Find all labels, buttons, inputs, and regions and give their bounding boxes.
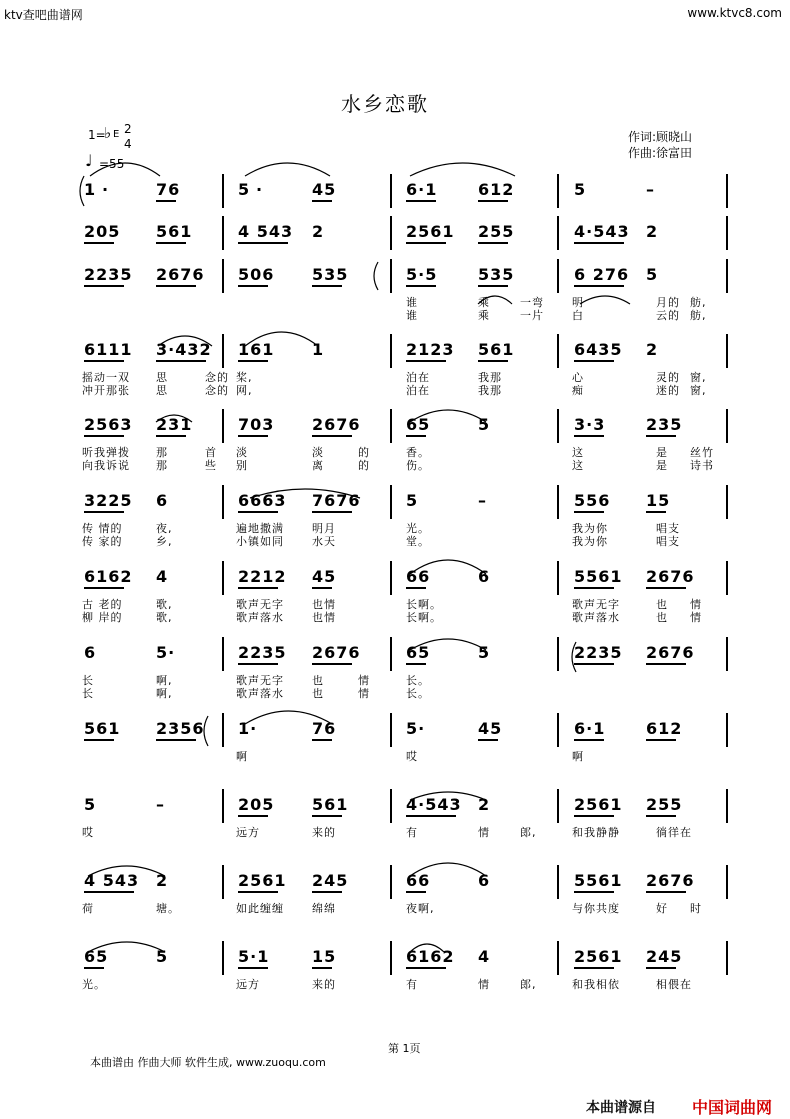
slur-mark	[158, 336, 212, 346]
lyric-syllable: 长。	[406, 687, 430, 700]
beamed-note-group: 15	[312, 947, 337, 966]
lyric-syllable: 歌声无字	[572, 598, 620, 611]
lyric-syllable: 泊在	[406, 371, 430, 384]
lyric-syllable: 淡	[312, 446, 324, 459]
beamed-note-group: 3·432	[156, 340, 212, 359]
lyric-syllable: 情	[358, 687, 370, 700]
lyric-syllable: 谁	[406, 296, 418, 309]
note: 6	[84, 643, 97, 662]
lyric-syllable: 乘	[478, 296, 490, 309]
beamed-note-group: 2563	[84, 415, 133, 434]
lyric-syllable: 网,	[236, 384, 253, 397]
lyric-syllable: 舫,	[690, 296, 707, 309]
lyric-syllable: 长	[82, 674, 94, 687]
beamed-note-group: 6·1	[406, 180, 438, 199]
song-title: 水乡恋歌	[341, 92, 429, 116]
lyric-syllable: 远方	[236, 978, 260, 991]
lyric-syllable: 离	[312, 459, 324, 472]
beamed-note-group: 6162	[406, 947, 455, 966]
watermark-right: www.ktvc8.com	[687, 6, 782, 20]
beamed-note-group: 65	[406, 643, 431, 662]
beamed-note-group: 2356	[156, 719, 205, 738]
lyric-syllable: 长。	[406, 674, 430, 687]
lyric-syllable: 也	[656, 611, 668, 624]
lyric-syllable: 相偎在	[656, 978, 692, 991]
beamed-note-group: 5561	[574, 567, 623, 586]
slur-mark	[478, 296, 512, 304]
lyric-syllable: 郎,	[520, 826, 537, 839]
beamed-note-group: 76	[312, 719, 337, 738]
lyric-syllable: 来的	[312, 978, 336, 991]
lyric-syllable: 向我诉说	[82, 459, 130, 472]
beamed-note-group: 2676	[312, 643, 361, 662]
lyric-syllable: 也	[312, 674, 324, 687]
beamed-note-group: 612	[478, 180, 515, 199]
lyric-syllable: 是	[656, 459, 668, 472]
beamed-note-group: 2676	[646, 871, 695, 890]
beamed-note-group: 612	[646, 719, 683, 738]
note: 1	[312, 340, 325, 359]
lyric-syllable: 些	[205, 459, 217, 472]
beamed-note-group: 3225	[84, 491, 133, 510]
generator-note: 本曲谱由 作曲大师 软件生成, www.zuoqu.com	[90, 1056, 326, 1069]
beamed-note-group: 5·5	[406, 265, 438, 284]
lyric-syllable: 也	[312, 687, 324, 700]
lyric-syllable: 堂。	[406, 535, 430, 548]
lyric-syllable: 也	[656, 598, 668, 611]
beamed-note-group: 4·543	[574, 222, 630, 241]
beamed-note-group: 6 276	[574, 265, 630, 284]
beamed-note-group: 6·1	[574, 719, 606, 738]
note: 4	[478, 947, 491, 966]
beamed-note-group: 245	[646, 947, 683, 966]
slur-mark	[410, 163, 515, 176]
lyric-syllable: 哎	[406, 750, 418, 763]
beamed-note-group: 4 543	[238, 222, 294, 241]
note: 5	[156, 947, 169, 966]
beamed-note-group: 535	[312, 265, 349, 284]
beamed-note-group: 2561	[574, 795, 623, 814]
lyric-syllable: 情	[478, 978, 490, 991]
lyric-syllable: 古 老的	[82, 598, 123, 611]
beamed-note-group: 4 543	[84, 871, 140, 890]
lyric-syllable: 远方	[236, 826, 260, 839]
slur-mark	[245, 163, 330, 176]
lyric-syllable: 歌声落水	[236, 687, 284, 700]
beamed-note-group: 561	[84, 719, 121, 738]
beamed-note-group: 65	[406, 415, 431, 434]
note: –	[478, 491, 487, 510]
lyric-syllable: 谁	[406, 309, 418, 322]
note: 5	[406, 491, 419, 510]
beamed-note-group: 231	[156, 415, 193, 434]
lyric-syllable: 冲开那张	[82, 384, 130, 397]
brand-site-name[interactable]: 中国词曲网	[692, 1098, 773, 1117]
lyric-syllable: 念的	[205, 371, 229, 384]
flat-sign: ♭	[104, 124, 112, 142]
beamed-note-group: 2561	[406, 222, 455, 241]
slur-mark	[250, 489, 360, 498]
slur-mark	[88, 942, 165, 952]
lyric-syllable: 首	[205, 446, 217, 459]
slur-mark	[410, 863, 486, 876]
note: 5	[478, 643, 491, 662]
key-letter: E	[113, 129, 120, 140]
beamed-note-group: 245	[312, 871, 349, 890]
beamed-note-group: 561	[478, 340, 515, 359]
lyric-syllable: 窗,	[690, 371, 707, 384]
slur-mark	[580, 296, 630, 304]
note: –	[156, 795, 165, 814]
lyric-syllable: 一弯	[520, 296, 544, 309]
lyric-syllable: 思	[156, 371, 168, 384]
beamed-note-group: 5561	[574, 871, 623, 890]
note: 2	[646, 340, 659, 359]
lyric-syllable: 与你共度	[572, 902, 620, 915]
lyric-syllable: 唱支	[656, 522, 680, 535]
beamed-note-group: 6663	[238, 491, 287, 510]
lyric-syllable: 歌,	[156, 598, 173, 611]
beamed-note-group: 506	[238, 265, 275, 284]
lyric-syllable: 淡	[236, 446, 248, 459]
lyric-syllable: 如此缠缠	[236, 902, 284, 915]
time-top: 2	[124, 122, 132, 136]
beamed-note-group: 2561	[574, 947, 623, 966]
beamed-note-group: 45	[312, 180, 337, 199]
note: 5	[478, 415, 491, 434]
lyric-syllable: 舫,	[690, 309, 707, 322]
lyric-syllable: 我为你	[572, 522, 608, 535]
note: 5	[574, 180, 587, 199]
note: ·	[102, 180, 110, 199]
note: 5	[238, 180, 251, 199]
lyric-syllable: 摇动一双	[82, 371, 130, 384]
lyric-syllable: 我为你	[572, 535, 608, 548]
lyric-syllable: 情	[358, 674, 370, 687]
lyric-syllable: 歌声落水	[572, 611, 620, 624]
note: 2	[312, 222, 325, 241]
lyric-syllable: 歌声无字	[236, 598, 284, 611]
page-number: 第 1页	[388, 1042, 421, 1055]
slur-mark	[410, 560, 486, 574]
beamed-note-group: 45	[478, 719, 503, 738]
lyric-syllable: 柳 岸的	[82, 611, 123, 624]
repeat-bracket	[80, 176, 84, 206]
note: 6	[478, 871, 491, 890]
lyric-syllable: 绵绵	[312, 902, 336, 915]
beamed-note-group: 66	[406, 567, 431, 586]
lyric-syllable: 香。	[406, 446, 430, 459]
lyric-syllable: 夜啊,	[406, 902, 435, 915]
beamed-note-group: 2561	[238, 871, 287, 890]
beamed-note-group: 535	[478, 265, 515, 284]
lyric-syllable: 泊在	[406, 384, 430, 397]
lyric-syllable: 郎,	[520, 978, 537, 991]
lyric-syllable: 来的	[312, 826, 336, 839]
lyric-syllable: 光。	[406, 522, 430, 535]
lyric-syllable: 心	[572, 371, 584, 384]
lyric-syllable: 徜徉在	[656, 826, 692, 839]
lyric-syllable: 伤。	[406, 459, 430, 472]
beamed-note-group: 6162	[84, 567, 133, 586]
beamed-note-group: 15	[646, 491, 671, 510]
lyric-syllable: 歌,	[156, 611, 173, 624]
lyric-syllable: 云的	[656, 309, 680, 322]
lyric-syllable: 别	[236, 459, 248, 472]
beamed-note-group: 235	[646, 415, 683, 434]
beamed-note-group: 2676	[646, 643, 695, 662]
beamed-note-group: 65	[84, 947, 109, 966]
beamed-note-group: 703	[238, 415, 275, 434]
lyric-syllable: 痴	[572, 384, 584, 397]
slur-mark	[410, 410, 486, 422]
lyric-syllable: 长啊。	[406, 598, 442, 611]
beamed-note-group: 2235	[574, 643, 623, 662]
lyric-syllable: 和我静静	[572, 826, 620, 839]
beamed-note-group: 45	[312, 567, 337, 586]
beamed-note-group: 2212	[238, 567, 287, 586]
lyric-syllable: 是	[656, 446, 668, 459]
note: 4	[156, 567, 169, 586]
lyric-syllable: 荷	[82, 902, 94, 915]
lyric-syllable: 我那	[478, 371, 502, 384]
lyric-syllable: 遍地撒满	[236, 522, 284, 535]
note: 1	[84, 180, 97, 199]
note: 1·	[238, 719, 258, 738]
lyric-syllable: 光。	[82, 978, 106, 991]
key-prefix: 1=	[88, 128, 106, 142]
lyric-syllable: 这	[572, 446, 584, 459]
beamed-note-group: 7676	[312, 491, 361, 510]
lyric-syllable: 传 情的	[82, 522, 123, 535]
beamed-note-group: 5·1	[238, 947, 270, 966]
note: –	[646, 180, 655, 199]
lyric-syllable: 也情	[312, 598, 336, 611]
tempo-value: =55	[99, 157, 125, 171]
note: 5	[84, 795, 97, 814]
slur-mark	[90, 163, 160, 176]
beamed-note-group: 6111	[84, 340, 133, 359]
lyric-syllable: 长啊。	[406, 611, 442, 624]
watermark-left: ktv查吧曲谱网	[4, 8, 83, 22]
lyric-syllable: 我那	[478, 384, 502, 397]
lyric-syllable: 有	[406, 826, 418, 839]
lyric-syllable: 明	[572, 296, 584, 309]
lyric-syllable: 长	[82, 687, 94, 700]
lyric-syllable: 一片	[520, 309, 544, 322]
lyric-syllable: 情	[690, 598, 702, 611]
lyric-syllable: 歌声无字	[236, 674, 284, 687]
lyric-syllable: 水天	[312, 535, 336, 548]
repeat-bracket	[572, 642, 576, 672]
lyric-syllable: 歌声落水	[236, 611, 284, 624]
note: 5·	[406, 719, 426, 738]
composer: 作曲:徐富田	[628, 146, 693, 160]
beamed-note-group: 205	[84, 222, 121, 241]
note: 2	[156, 871, 169, 890]
beamed-note-group: 2235	[84, 265, 133, 284]
beamed-note-group: 4·543	[406, 795, 462, 814]
lyric-syllable: 塘。	[156, 902, 180, 915]
beamed-note-group: 161	[238, 340, 275, 359]
slur-mark	[410, 944, 444, 952]
lyric-syllable: 那	[156, 446, 168, 459]
repeat-bracket	[204, 716, 208, 746]
note: 6	[156, 491, 169, 510]
lyric-syllable: 诗书	[690, 459, 714, 472]
lyric-syllable: 月的	[656, 296, 680, 309]
lyric-syllable: 的	[358, 459, 370, 472]
repeat-bracket	[374, 262, 378, 290]
lyric-syllable: 桨,	[236, 371, 253, 384]
lyric-syllable: 好	[656, 902, 668, 915]
lyric-syllable: 乡,	[156, 535, 173, 548]
lyric-syllable: 白	[572, 309, 584, 322]
slur-mark	[245, 711, 332, 724]
lyric-syllable: 小镇如同	[236, 535, 284, 548]
beamed-note-group: 205	[238, 795, 275, 814]
lyric-syllable: 窗,	[690, 384, 707, 397]
beamed-note-group: 2123	[406, 340, 455, 359]
brand-source-label: 本曲谱源自	[586, 1100, 656, 1116]
lyric-syllable: 啊,	[156, 674, 173, 687]
slur-mark	[410, 792, 486, 800]
beamed-note-group: 2676	[646, 567, 695, 586]
lyric-syllable: 明月	[312, 522, 336, 535]
beamed-note-group: 76	[156, 180, 181, 199]
beamed-note-group: 2676	[156, 265, 205, 284]
lyric-syllable: 啊	[236, 750, 248, 763]
lyric-syllable: 也情	[312, 611, 336, 624]
lyric-syllable: 这	[572, 459, 584, 472]
note: 2	[478, 795, 491, 814]
beamed-note-group: 6435	[574, 340, 623, 359]
lyric-syllable: 的	[358, 446, 370, 459]
lyric-syllable: 那	[156, 459, 168, 472]
quarter-note-icon: ♩	[85, 151, 93, 170]
lyric-syllable: 夜,	[156, 522, 173, 535]
lyric-syllable: 迷的	[656, 384, 680, 397]
lyric-syllable: 唱支	[656, 535, 680, 548]
lyric-syllable: 传 家的	[82, 535, 123, 548]
slur-mark	[245, 332, 318, 346]
lyric-syllable: 啊	[572, 750, 584, 763]
slur-mark	[410, 639, 486, 650]
lyric-syllable: 情	[690, 611, 702, 624]
beamed-note-group: 561	[312, 795, 349, 814]
beamed-note-group: 2235	[238, 643, 287, 662]
lyric-syllable: 啊,	[156, 687, 173, 700]
lyric-syllable: 丝竹	[690, 446, 714, 459]
lyric-syllable: 灵的	[656, 371, 680, 384]
slur-mark	[88, 866, 165, 876]
note: 5	[646, 265, 659, 284]
beamed-note-group: 2676	[312, 415, 361, 434]
beamed-note-group: 556	[574, 491, 611, 510]
lyric-syllable: 时	[690, 902, 702, 915]
lyric-syllable: 念的	[205, 384, 229, 397]
beamed-note-group: 255	[646, 795, 683, 814]
note: ·	[256, 180, 264, 199]
note: 2	[646, 222, 659, 241]
lyricist: 作词:顾晓山	[628, 130, 693, 144]
slur-mark	[156, 415, 192, 422]
beamed-note-group: 561	[156, 222, 193, 241]
lyric-syllable: 情	[478, 826, 490, 839]
lyric-syllable: 哎	[82, 826, 94, 839]
beamed-note-group: 66	[406, 871, 431, 890]
note: 6	[478, 567, 491, 586]
lyric-syllable: 乘	[478, 309, 490, 322]
beamed-note-group: 3·3	[574, 415, 606, 434]
lyric-syllable: 听我弹拨	[82, 446, 130, 459]
lyric-syllable: 有	[406, 978, 418, 991]
beamed-note-group: 255	[478, 222, 515, 241]
lyric-syllable: 思	[156, 384, 168, 397]
lyric-syllable: 和我相依	[572, 978, 620, 991]
time-bottom: 4	[124, 137, 132, 151]
note: 5·	[156, 643, 176, 662]
